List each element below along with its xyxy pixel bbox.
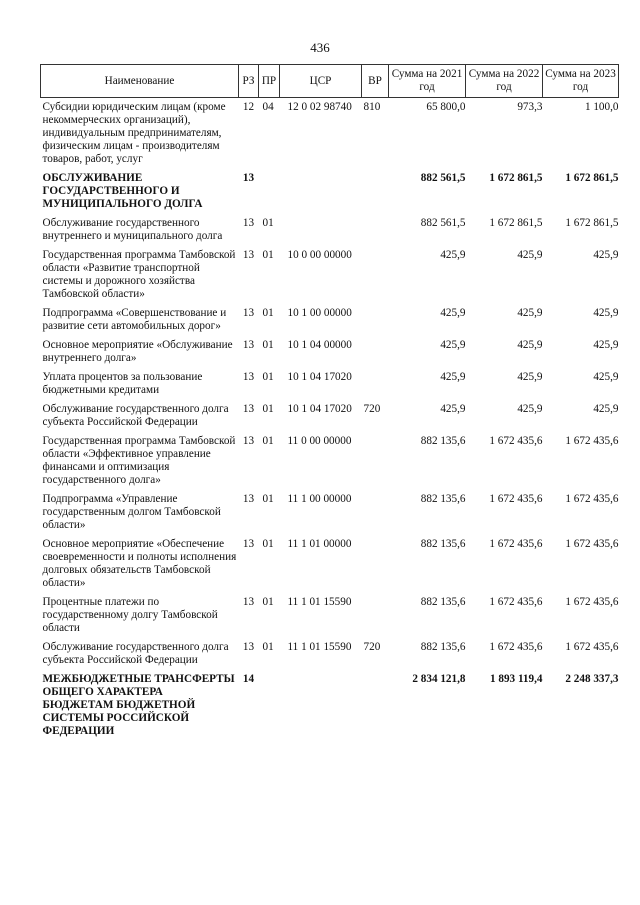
row-pr: 01 bbox=[262, 493, 274, 505]
row-rz: 13 bbox=[242, 249, 255, 261]
row-name: Подпрограмма «Совершенствование и развитие сети автомобильных дорог» bbox=[42, 307, 227, 332]
row-csr: 10 1 04 17020 bbox=[287, 371, 352, 383]
budget-table bbox=[40, 64, 619, 741]
row-name: Уплата процентов за пользование бюджетными кредитами bbox=[42, 371, 203, 396]
row-rz: 13 bbox=[242, 172, 255, 184]
row-pr: 01 bbox=[262, 217, 274, 229]
row-rz: 14 bbox=[242, 673, 255, 685]
row-csr bbox=[280, 169, 362, 214]
header-sum-2023: Сумма на 2023 год bbox=[543, 65, 619, 98]
row-csr: 10 1 00 00000 bbox=[287, 307, 352, 319]
table-row bbox=[41, 593, 619, 638]
row-sum-2022: 425,9 bbox=[517, 403, 543, 415]
header-sum-2021: Сумма на 2021 год bbox=[389, 65, 466, 98]
row-vr: 720 bbox=[363, 403, 381, 415]
header-vr: ВР bbox=[362, 65, 389, 98]
row-sum-2022: 425,9 bbox=[517, 307, 543, 319]
row-vr: 720 bbox=[363, 641, 381, 653]
row-rz: 13 bbox=[242, 596, 255, 608]
row-sum-2023: 1 672 861,5 bbox=[565, 217, 619, 229]
row-vr bbox=[362, 490, 389, 535]
row-pr: 04 bbox=[262, 101, 274, 113]
row-pr: 01 bbox=[262, 249, 274, 261]
row-rz: 13 bbox=[242, 403, 255, 415]
row-sum-2023: 2 248 337,3 bbox=[565, 673, 619, 685]
table-row bbox=[41, 169, 619, 214]
row-sum-2021: 882 135,6 bbox=[420, 596, 466, 608]
row-csr: 10 1 04 00000 bbox=[287, 339, 352, 351]
row-name: Основное мероприятие «Обслуживание внутреннего долга» bbox=[42, 339, 233, 364]
header-sum-2022: Сумма на 2022 год bbox=[466, 65, 543, 98]
row-pr: 01 bbox=[262, 641, 274, 653]
row-vr bbox=[362, 535, 389, 593]
row-sum-2022: 1 672 861,5 bbox=[489, 217, 543, 229]
row-pr: 01 bbox=[262, 538, 274, 550]
row-csr bbox=[280, 670, 362, 741]
row-vr bbox=[362, 432, 389, 490]
row-name: Основное мероприятие «Обеспечение своевременности и полноты исполнения долговых обязательств Тамбовской области» bbox=[42, 538, 237, 589]
row-sum-2021: 2 834 121,8 bbox=[412, 673, 466, 685]
row-name: Государственная программа Тамбовской области «Развитие транспортной системы и дорожного хозяйства Тамбовской области» bbox=[42, 249, 236, 300]
row-sum-2023: 1 672 435,6 bbox=[565, 596, 619, 608]
row-csr: 10 0 00 00000 bbox=[287, 249, 352, 261]
row-sum-2021: 425,9 bbox=[440, 371, 466, 383]
page-number: 436 bbox=[310, 40, 330, 55]
row-sum-2022: 425,9 bbox=[517, 371, 543, 383]
row-rz: 13 bbox=[242, 339, 255, 351]
table-row bbox=[41, 304, 619, 336]
row-name: Обслуживание государственного долга субъекта Российской Федерации bbox=[42, 641, 229, 666]
header-pr: ПР bbox=[259, 65, 280, 98]
row-sum-2021: 425,9 bbox=[440, 403, 466, 415]
row-vr bbox=[362, 214, 389, 246]
table-row bbox=[41, 400, 619, 432]
row-pr: 01 bbox=[262, 596, 274, 608]
row-name: Обслуживание государственного внутреннего и муниципального долга bbox=[42, 217, 223, 242]
row-rz: 12 bbox=[242, 101, 255, 113]
row-csr bbox=[280, 214, 362, 246]
row-sum-2022: 1 672 435,6 bbox=[489, 435, 543, 447]
row-sum-2022: 1 672 861,5 bbox=[489, 172, 543, 184]
row-rz: 13 bbox=[242, 493, 255, 505]
row-sum-2022: 425,9 bbox=[517, 249, 543, 261]
row-csr: 10 1 04 17020 bbox=[287, 403, 352, 415]
row-rz: 13 bbox=[242, 538, 255, 550]
row-sum-2021: 882 135,6 bbox=[420, 641, 466, 653]
row-pr: 01 bbox=[262, 403, 274, 415]
row-pr: 01 bbox=[262, 435, 274, 447]
row-sum-2021: 882 135,6 bbox=[420, 538, 466, 550]
row-sum-2023: 425,9 bbox=[593, 307, 619, 319]
row-sum-2023: 1 100,0 bbox=[584, 101, 619, 113]
row-vr bbox=[362, 670, 389, 741]
row-vr: 810 bbox=[363, 101, 381, 113]
table-row bbox=[41, 246, 619, 304]
row-rz: 13 bbox=[242, 641, 255, 653]
row-name: МЕЖБЮДЖЕТНЫЕ ТРАНСФЕРТЫ ОБЩЕГО ХАРАКТЕРА БЮДЖЕТАМ БЮДЖЕТНОЙ СИСТЕМЫ РОССИЙСКОЙ ФЕДЕРАЦИИ bbox=[42, 673, 235, 737]
row-sum-2022: 1 672 435,6 bbox=[489, 641, 543, 653]
row-rz: 13 bbox=[242, 371, 255, 383]
row-pr: 01 bbox=[262, 371, 274, 383]
row-sum-2021: 425,9 bbox=[440, 339, 466, 351]
row-vr bbox=[362, 336, 389, 368]
row-sum-2021: 425,9 bbox=[440, 307, 466, 319]
row-pr: 01 bbox=[262, 307, 274, 319]
table-row bbox=[41, 490, 619, 535]
row-pr bbox=[259, 169, 280, 214]
row-sum-2021: 65 800,0 bbox=[426, 101, 466, 113]
row-sum-2021: 882 561,5 bbox=[420, 172, 466, 184]
table-body bbox=[41, 98, 619, 742]
row-vr bbox=[362, 169, 389, 214]
row-sum-2022: 425,9 bbox=[517, 339, 543, 351]
table-header bbox=[41, 65, 619, 98]
row-sum-2023: 1 672 435,6 bbox=[565, 435, 619, 447]
row-csr: 11 1 00 00000 bbox=[287, 493, 352, 505]
row-sum-2023: 425,9 bbox=[593, 249, 619, 261]
row-rz: 13 bbox=[242, 307, 255, 319]
row-csr: 11 1 01 00000 bbox=[287, 538, 352, 550]
row-sum-2023: 425,9 bbox=[593, 403, 619, 415]
row-name: Процентные платежи по государственному долгу Тамбовской области bbox=[42, 596, 218, 634]
header-csr: ЦСР bbox=[280, 65, 362, 98]
row-sum-2023: 1 672 861,5 bbox=[565, 172, 619, 184]
row-name: ОБСЛУЖИВАНИЕ ГОСУДАРСТВЕННОГО И МУНИЦИПАЛЬНОГО ДОЛГА bbox=[42, 172, 203, 210]
row-csr: 11 1 01 15590 bbox=[287, 641, 352, 653]
row-sum-2022: 1 672 435,6 bbox=[489, 493, 543, 505]
header-rz: РЗ bbox=[239, 65, 259, 98]
row-sum-2022: 1 672 435,6 bbox=[489, 538, 543, 550]
row-sum-2022: 1 893 119,4 bbox=[489, 673, 543, 685]
row-sum-2021: 882 135,6 bbox=[420, 435, 466, 447]
row-sum-2023: 425,9 bbox=[593, 371, 619, 383]
table-row bbox=[41, 432, 619, 490]
row-csr: 11 0 00 00000 bbox=[287, 435, 352, 447]
row-vr bbox=[362, 593, 389, 638]
table-row bbox=[41, 638, 619, 670]
row-sum-2023: 1 672 435,6 bbox=[565, 493, 619, 505]
row-name: Подпрограмма «Управление государственным долгом Тамбовской области» bbox=[42, 493, 221, 531]
row-sum-2023: 1 672 435,6 bbox=[565, 538, 619, 550]
row-rz: 13 bbox=[242, 217, 255, 229]
header-name: Наименование bbox=[41, 65, 239, 98]
row-pr: 01 bbox=[262, 339, 274, 351]
row-sum-2022: 973,3 bbox=[517, 101, 543, 113]
row-sum-2021: 882 561,5 bbox=[420, 217, 466, 229]
row-vr bbox=[362, 304, 389, 336]
table-row bbox=[41, 670, 619, 741]
row-pr bbox=[259, 670, 280, 741]
table-row bbox=[41, 214, 619, 246]
row-vr bbox=[362, 368, 389, 400]
row-rz: 13 bbox=[242, 435, 255, 447]
row-sum-2021: 882 135,6 bbox=[420, 493, 466, 505]
table-row bbox=[41, 535, 619, 593]
row-name: Обслуживание государственного долга субъекта Российской Федерации bbox=[42, 403, 229, 428]
row-vr bbox=[362, 246, 389, 304]
row-sum-2023: 425,9 bbox=[593, 339, 619, 351]
row-sum-2021: 425,9 bbox=[440, 249, 466, 261]
row-name: Государственная программа Тамбовской области «Эффективное управление финансами и оптимизация государственного долга» bbox=[42, 435, 236, 486]
row-name: Субсидии юридическим лицам (кроме некоммерческих организаций), индивидуальным предпринимателям, физическим лицам - производителям товаров, работ, услуг bbox=[42, 101, 226, 165]
row-csr: 11 1 01 15590 bbox=[287, 596, 352, 608]
table-row bbox=[41, 98, 619, 170]
row-csr: 12 0 02 98740 bbox=[287, 101, 352, 113]
table-row bbox=[41, 336, 619, 368]
table-row bbox=[41, 368, 619, 400]
row-sum-2022: 1 672 435,6 bbox=[489, 596, 543, 608]
row-sum-2023: 1 672 435,6 bbox=[565, 641, 619, 653]
